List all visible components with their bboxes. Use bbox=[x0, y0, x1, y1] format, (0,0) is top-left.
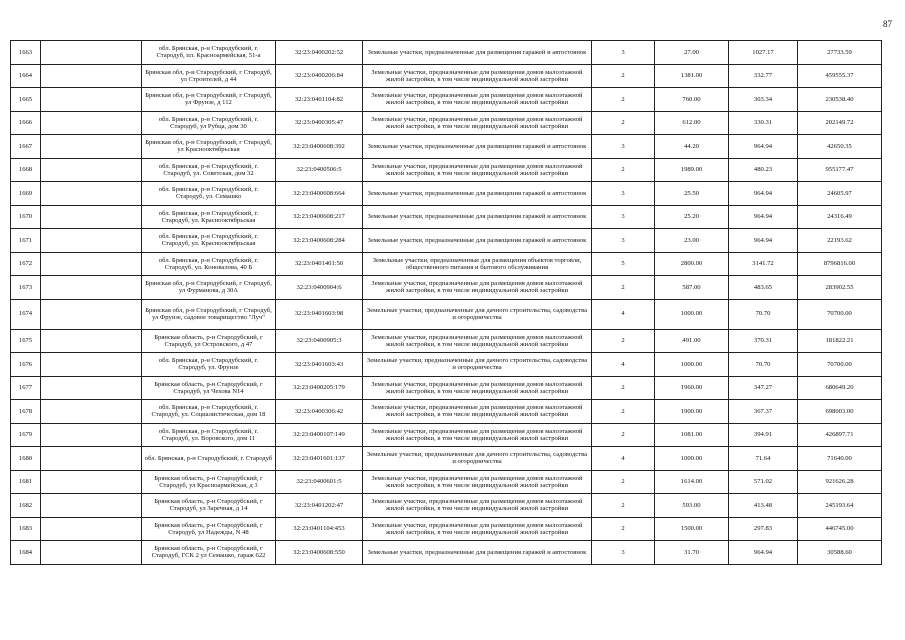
area-cell: 25.50 bbox=[655, 182, 729, 206]
address-cell: обл. Брянская, р-н Стародубский, г. Стародуб, ул Рубца, дом 30 bbox=[142, 111, 276, 135]
cadastre-number: 32:23:0401104:82 bbox=[276, 88, 363, 112]
row-number: 1677 bbox=[11, 376, 41, 400]
area-cell: 760.00 bbox=[655, 88, 729, 112]
spacer-cell bbox=[41, 423, 142, 447]
cadastral-value: 921626.28 bbox=[798, 470, 882, 494]
row-number: 1667 bbox=[11, 135, 41, 159]
table-row bbox=[11, 252, 882, 276]
land-use-cell: Земельные участки, предназначенные для размещения гаражей и автостоянок bbox=[363, 205, 592, 229]
row-number: 1664 bbox=[11, 64, 41, 88]
unit-cost-cell: 367.37 bbox=[729, 400, 798, 424]
row-number: 1683 bbox=[11, 517, 41, 541]
address-cell: Брянская обл, р-н Стародубский, г Стародуб, ул Фрунзе, д 112 bbox=[142, 88, 276, 112]
spacer-cell bbox=[41, 135, 142, 159]
unit-cost-cell: 394.91 bbox=[729, 423, 798, 447]
spacer-cell bbox=[41, 205, 142, 229]
use-group-cell: 2 bbox=[592, 158, 655, 182]
address-cell: Брянская обл, р-н Стародубский, г Стародуб, ул Фурманова, д 30А bbox=[142, 276, 276, 300]
land-use-cell: Земельные участки, предназначенные для дачного строительства, садоводства и огородничества bbox=[363, 447, 592, 471]
address-cell: Брянская область, р-н Стародубский, г Стародуб, ул Островского, д 47 bbox=[142, 329, 276, 353]
table-row bbox=[11, 353, 882, 377]
spacer-cell bbox=[41, 494, 142, 518]
unit-cost-cell: 964.94 bbox=[729, 135, 798, 159]
spacer-cell bbox=[41, 252, 142, 276]
area-cell: 1081.00 bbox=[655, 423, 729, 447]
unit-cost-cell: 303.34 bbox=[729, 88, 798, 112]
address-cell: обл. Брянская, р-н Стародубский, г. Стародуб, ул. Воровского, дом 11 bbox=[142, 423, 276, 447]
spacer-cell bbox=[41, 41, 142, 65]
land-use-cell: Земельные участки, предназначенные для размещения домов малоэтажной жилой застройки, в том числе индивидуальной жилой застройки bbox=[363, 400, 592, 424]
area-cell: 1960.00 bbox=[655, 376, 729, 400]
unit-cost-cell: 370.31 bbox=[729, 329, 798, 353]
table-row bbox=[11, 158, 882, 182]
address-cell: Брянская область, р-н Стародубский, г Стародуб, ул Заречная, д 14 bbox=[142, 494, 276, 518]
land-use-cell: Земельные участки, предназначенные для дачного строительства, садоводства и огородничества bbox=[363, 299, 592, 329]
unit-cost-cell: 964.94 bbox=[729, 205, 798, 229]
cadastre-number: 32:23:0400306:42 bbox=[276, 400, 363, 424]
area-cell: 491.00 bbox=[655, 329, 729, 353]
table-row bbox=[11, 182, 882, 206]
cadastre-number: 32:23:0400608:392 bbox=[276, 135, 363, 159]
cadastre-number: 32:23:0401601:137 bbox=[276, 447, 363, 471]
unit-cost-cell: 70.70 bbox=[729, 353, 798, 377]
cadastre-number: 32:23:0400305:47 bbox=[276, 111, 363, 135]
cadastre-number: 32:23:0400608:550 bbox=[276, 541, 363, 565]
row-number: 1673 bbox=[11, 276, 41, 300]
row-number: 1684 bbox=[11, 541, 41, 565]
spacer-cell bbox=[41, 64, 142, 88]
unit-cost-cell: 571.02 bbox=[729, 470, 798, 494]
cadastral-value: 680649.20 bbox=[798, 376, 882, 400]
address-cell: Брянская область, р-н Стародубский, г Стародуб, ул Надежды, N 48 bbox=[142, 517, 276, 541]
cadastral-value: 30588.60 bbox=[798, 541, 882, 565]
unit-cost-cell: 3141.72 bbox=[729, 252, 798, 276]
land-use-cell: Земельные участки, предназначенные для размещения объектов торговли, общественного питания и бытового обслуживания bbox=[363, 252, 592, 276]
row-number: 1682 bbox=[11, 494, 41, 518]
cadastre-number: 32:23:0400608:217 bbox=[276, 205, 363, 229]
cadastre-number: 32:23:0400206:84 bbox=[276, 64, 363, 88]
cadastral-value: 22193.62 bbox=[798, 229, 882, 253]
use-group-cell: 3 bbox=[592, 182, 655, 206]
area-cell: 593.00 bbox=[655, 494, 729, 518]
table-row bbox=[11, 400, 882, 424]
land-use-cell: Земельные участки, предназначенные для размещения домов малоэтажной жилой застройки, в том числе индивидуальной жилой застройки bbox=[363, 470, 592, 494]
cadastre-number: 32:23:0400202:52 bbox=[276, 41, 363, 65]
row-number: 1669 bbox=[11, 182, 41, 206]
spacer-cell bbox=[41, 276, 142, 300]
use-group-cell: 2 bbox=[592, 111, 655, 135]
address-cell: обл. Брянская, р-н Стародубский, г. Стародуб, ул. Краснооктябрьская bbox=[142, 229, 276, 253]
row-number: 1678 bbox=[11, 400, 41, 424]
row-number: 1670 bbox=[11, 205, 41, 229]
land-use-cell: Земельные участки, предназначенные для размещения гаражей и автостоянок bbox=[363, 182, 592, 206]
spacer-cell bbox=[41, 229, 142, 253]
row-number: 1681 bbox=[11, 470, 41, 494]
unit-cost-cell: 330.31 bbox=[729, 111, 798, 135]
row-number: 1672 bbox=[11, 252, 41, 276]
unit-cost-cell: 347.27 bbox=[729, 376, 798, 400]
spacer-cell bbox=[41, 353, 142, 377]
cadastral-value: 8796816.00 bbox=[798, 252, 882, 276]
cadastral-value: 71640.00 bbox=[798, 447, 882, 471]
table-row bbox=[11, 470, 882, 494]
cadastre-number: 32:23:0400205:179 bbox=[276, 376, 363, 400]
cadastral-value: 698003.00 bbox=[798, 400, 882, 424]
area-cell: 1000.00 bbox=[655, 299, 729, 329]
cadastral-value: 459555.37 bbox=[798, 64, 882, 88]
address-cell: обл. Брянская, р-н Стародубский, г. Стародуб, ул. Фрунзе bbox=[142, 353, 276, 377]
cadastre-number: 32:23:0400905:3 bbox=[276, 329, 363, 353]
cadastral-value: 27733.59 bbox=[798, 41, 882, 65]
use-group-cell: 3 bbox=[592, 41, 655, 65]
unit-cost-cell: 413.48 bbox=[729, 494, 798, 518]
spacer-cell bbox=[41, 158, 142, 182]
use-group-cell: 2 bbox=[592, 494, 655, 518]
cadastral-value: 283902.55 bbox=[798, 276, 882, 300]
spacer-cell bbox=[41, 299, 142, 329]
address-cell: Брянская область, р-н Стародубский, г Стародуб, ГСК 2 ул Семашко, гараж 622 bbox=[142, 541, 276, 565]
spacer-cell bbox=[41, 541, 142, 565]
address-cell: обл. Брянская, р-н Стародубский, г. Стародуб, ул. Социалистическая, дом 18 bbox=[142, 400, 276, 424]
row-number: 1675 bbox=[11, 329, 41, 353]
land-use-cell: Земельные участки, предназначенные для размещения гаражей и автостоянок bbox=[363, 135, 592, 159]
use-group-cell: 2 bbox=[592, 329, 655, 353]
table-row bbox=[11, 299, 882, 329]
address-cell: обл. Брянская, р-н Стародубский, г. Стародуб, пл. Красноармейская, 51-а bbox=[142, 41, 276, 65]
unit-cost-cell: 480.23 bbox=[729, 158, 798, 182]
cadastre-number: 32:23:0400107:149 bbox=[276, 423, 363, 447]
land-use-cell: Земельные участки, предназначенные для размещения гаражей и автостоянок bbox=[363, 541, 592, 565]
address-cell: обл. Брянская, р-н Стародубский, г. Стародуб, ул. Краснооктябрьская bbox=[142, 205, 276, 229]
cadastral-value: 426897.71 bbox=[798, 423, 882, 447]
land-use-cell: Земельные участки, предназначенные для дачного строительства, садоводства и огородничества bbox=[363, 353, 592, 377]
use-group-cell: 2 bbox=[592, 276, 655, 300]
table-row bbox=[11, 517, 882, 541]
use-group-cell: 2 bbox=[592, 423, 655, 447]
cadastral-value: 42650.35 bbox=[798, 135, 882, 159]
area-cell: 1500.00 bbox=[655, 517, 729, 541]
table-row bbox=[11, 111, 882, 135]
land-use-cell: Земельные участки, предназначенные для размещения гаражей и автостоянок bbox=[363, 229, 592, 253]
spacer-cell bbox=[41, 447, 142, 471]
spacer-cell bbox=[41, 182, 142, 206]
area-cell: 587.00 bbox=[655, 276, 729, 300]
cadastral-value: 202149.72 bbox=[798, 111, 882, 135]
cadastral-value: 230538.40 bbox=[798, 88, 882, 112]
cadastral-value: 24605.97 bbox=[798, 182, 882, 206]
cadastre-number: 32:23:0401104:453 bbox=[276, 517, 363, 541]
land-use-cell: Земельные участки, предназначенные для размещения домов малоэтажной жилой застройки, в том числе индивидуальной жилой застройки bbox=[363, 111, 592, 135]
area-cell: 612.00 bbox=[655, 111, 729, 135]
table-row bbox=[11, 276, 882, 300]
area-cell: 2800.00 bbox=[655, 252, 729, 276]
row-number: 1680 bbox=[11, 447, 41, 471]
area-cell: 1614.00 bbox=[655, 470, 729, 494]
table-row bbox=[11, 229, 882, 253]
row-number: 1674 bbox=[11, 299, 41, 329]
row-number: 1671 bbox=[11, 229, 41, 253]
row-number: 1663 bbox=[11, 41, 41, 65]
cadastre-number: 32:23:0400608:284 bbox=[276, 229, 363, 253]
table-row bbox=[11, 376, 882, 400]
use-group-cell: 3 bbox=[592, 229, 655, 253]
unit-cost-cell: 964.94 bbox=[729, 182, 798, 206]
table-row bbox=[11, 494, 882, 518]
cadastral-value: 955177.47 bbox=[798, 158, 882, 182]
cadastral-value: 181822.21 bbox=[798, 329, 882, 353]
use-group-cell: 2 bbox=[592, 400, 655, 424]
cadastre-number: 32:23:0401401:50 bbox=[276, 252, 363, 276]
address-cell: обл. Брянская, р-н Стародубский, г. Стародуб, ул. Коновалова, 40 Б bbox=[142, 252, 276, 276]
cadastral-value: 70700.00 bbox=[798, 353, 882, 377]
unit-cost-cell: 297.83 bbox=[729, 517, 798, 541]
address-cell: Брянская область, р-н Стародубский, г Стародуб, ул Красноармейская, д 3 bbox=[142, 470, 276, 494]
area-cell: 1900.00 bbox=[655, 400, 729, 424]
land-use-cell: Земельные участки, предназначенные для размещения домов малоэтажной жилой застройки, в том числе индивидуальной жилой застройки bbox=[363, 423, 592, 447]
table-row bbox=[11, 135, 882, 159]
land-use-cell: Земельные участки, предназначенные для размещения домов малоэтажной жилой застройки, в том числе индивидуальной жилой застройки bbox=[363, 88, 592, 112]
address-cell: обл. Брянская, р-н Стародубский, г. Стародуб bbox=[142, 447, 276, 471]
table-row bbox=[11, 541, 882, 565]
area-cell: 1000.00 bbox=[655, 353, 729, 377]
area-cell: 25.20 bbox=[655, 205, 729, 229]
area-cell: 1989.00 bbox=[655, 158, 729, 182]
unit-cost-cell: 70.70 bbox=[729, 299, 798, 329]
address-cell: Брянская обл, р-н Стародубский, г Стародуб, ул Краснооктябрьская bbox=[142, 135, 276, 159]
use-group-cell: 2 bbox=[592, 376, 655, 400]
cadastre-number: 32:23:0400601:5 bbox=[276, 470, 363, 494]
row-number: 1668 bbox=[11, 158, 41, 182]
use-group-cell: 2 bbox=[592, 88, 655, 112]
area-cell: 1381.00 bbox=[655, 64, 729, 88]
cadastre-number: 32:23:0401603:98 bbox=[276, 299, 363, 329]
cadastre-number: 32:23:0400506:5 bbox=[276, 158, 363, 182]
unit-cost-cell: 71.64 bbox=[729, 447, 798, 471]
cadastral-value: 245193.64 bbox=[798, 494, 882, 518]
row-number: 1679 bbox=[11, 423, 41, 447]
land-use-cell: Земельные участки, предназначенные для размещения домов малоэтажной жилой застройки, в том числе индивидуальной жилой застройки bbox=[363, 158, 592, 182]
spacer-cell bbox=[41, 376, 142, 400]
spacer-cell bbox=[41, 329, 142, 353]
use-group-cell: 3 bbox=[592, 205, 655, 229]
spacer-cell bbox=[41, 470, 142, 494]
use-group-cell: 2 bbox=[592, 64, 655, 88]
cadastre-number: 32:23:0401202:47 bbox=[276, 494, 363, 518]
unit-cost-cell: 964.94 bbox=[729, 229, 798, 253]
land-use-cell: Земельные участки, предназначенные для размещения домов малоэтажной жилой застройки, в том числе индивидуальной жилой застройки bbox=[363, 494, 592, 518]
land-use-cell: Земельные участки, предназначенные для размещения домов малоэтажной жилой застройки, в том числе индивидуальной жилой застройки bbox=[363, 276, 592, 300]
table-row bbox=[11, 41, 882, 65]
row-number: 1666 bbox=[11, 111, 41, 135]
cadastral-value: 446745.00 bbox=[798, 517, 882, 541]
spacer-cell bbox=[41, 111, 142, 135]
cadastre-number: 32:23:0400904:6 bbox=[276, 276, 363, 300]
spacer-cell bbox=[41, 400, 142, 424]
unit-cost-cell: 483.65 bbox=[729, 276, 798, 300]
table-row bbox=[11, 329, 882, 353]
use-group-cell: 5 bbox=[592, 252, 655, 276]
spacer-cell bbox=[41, 517, 142, 541]
cadastral-value: 24316.49 bbox=[798, 205, 882, 229]
row-number: 1665 bbox=[11, 88, 41, 112]
land-use-cell: Земельные участки, предназначенные для размещения гаражей и автостоянок bbox=[363, 41, 592, 65]
cadastre-number: 32:23:0400608:664 bbox=[276, 182, 363, 206]
unit-cost-cell: 332.77 bbox=[729, 64, 798, 88]
table-row bbox=[11, 447, 882, 471]
land-use-cell: Земельные участки, предназначенные для размещения домов малоэтажной жилой застройки, в том числе индивидуальной жилой застройки bbox=[363, 376, 592, 400]
page-number: 87 bbox=[883, 19, 892, 29]
table-row bbox=[11, 205, 882, 229]
address-cell: обл. Брянская, р-н Стародубский, г. Стародуб, ул. Советская, дом 32 bbox=[142, 158, 276, 182]
use-group-cell: 2 bbox=[592, 517, 655, 541]
use-group-cell: 4 bbox=[592, 353, 655, 377]
address-cell: Брянская обл, р-н Стародубский, г Стародуб, ул Строителей, д 44 bbox=[142, 64, 276, 88]
use-group-cell: 3 bbox=[592, 541, 655, 565]
cadastre-number: 32:23:0401603:43 bbox=[276, 353, 363, 377]
unit-cost-cell: 964.94 bbox=[729, 541, 798, 565]
address-cell: Брянская область, р-н Стародубский, г Стародуб, ул Чехова N14 bbox=[142, 376, 276, 400]
table-row bbox=[11, 423, 882, 447]
address-cell: обл. Брянская, р-н Стародубский, г. Стародуб, ул. Семашко bbox=[142, 182, 276, 206]
area-cell: 31.70 bbox=[655, 541, 729, 565]
area-cell: 1000.00 bbox=[655, 447, 729, 471]
spacer-cell bbox=[41, 88, 142, 112]
land-use-cell: Земельные участки, предназначенные для размещения домов малоэтажной жилой застройки, в том числе индивидуальной жилой застройки bbox=[363, 64, 592, 88]
area-cell: 23.00 bbox=[655, 229, 729, 253]
land-use-cell: Земельные участки, предназначенные для размещения домов малоэтажной жилой застройки, в том числе индивидуальной жилой застройки bbox=[363, 517, 592, 541]
cadastral-value: 70700.00 bbox=[798, 299, 882, 329]
unit-cost-cell: 1027.17 bbox=[729, 41, 798, 65]
use-group-cell: 4 bbox=[592, 447, 655, 471]
land-use-cell: Земельные участки, предназначенные для размещения домов малоэтажной жилой застройки, в том числе индивидуальной жилой застройки bbox=[363, 329, 592, 353]
address-cell: Брянская обл, р-н Стародубский, г Стародуб, ул Фрунзе, садовое товарищество "Луч" bbox=[142, 299, 276, 329]
use-group-cell: 4 bbox=[592, 299, 655, 329]
area-cell: 27.00 bbox=[655, 41, 729, 65]
table-row bbox=[11, 64, 882, 88]
use-group-cell: 2 bbox=[592, 470, 655, 494]
use-group-cell: 3 bbox=[592, 135, 655, 159]
area-cell: 44.20 bbox=[655, 135, 729, 159]
table-row bbox=[11, 88, 882, 112]
row-number: 1676 bbox=[11, 353, 41, 377]
land-registry-table bbox=[10, 40, 882, 565]
